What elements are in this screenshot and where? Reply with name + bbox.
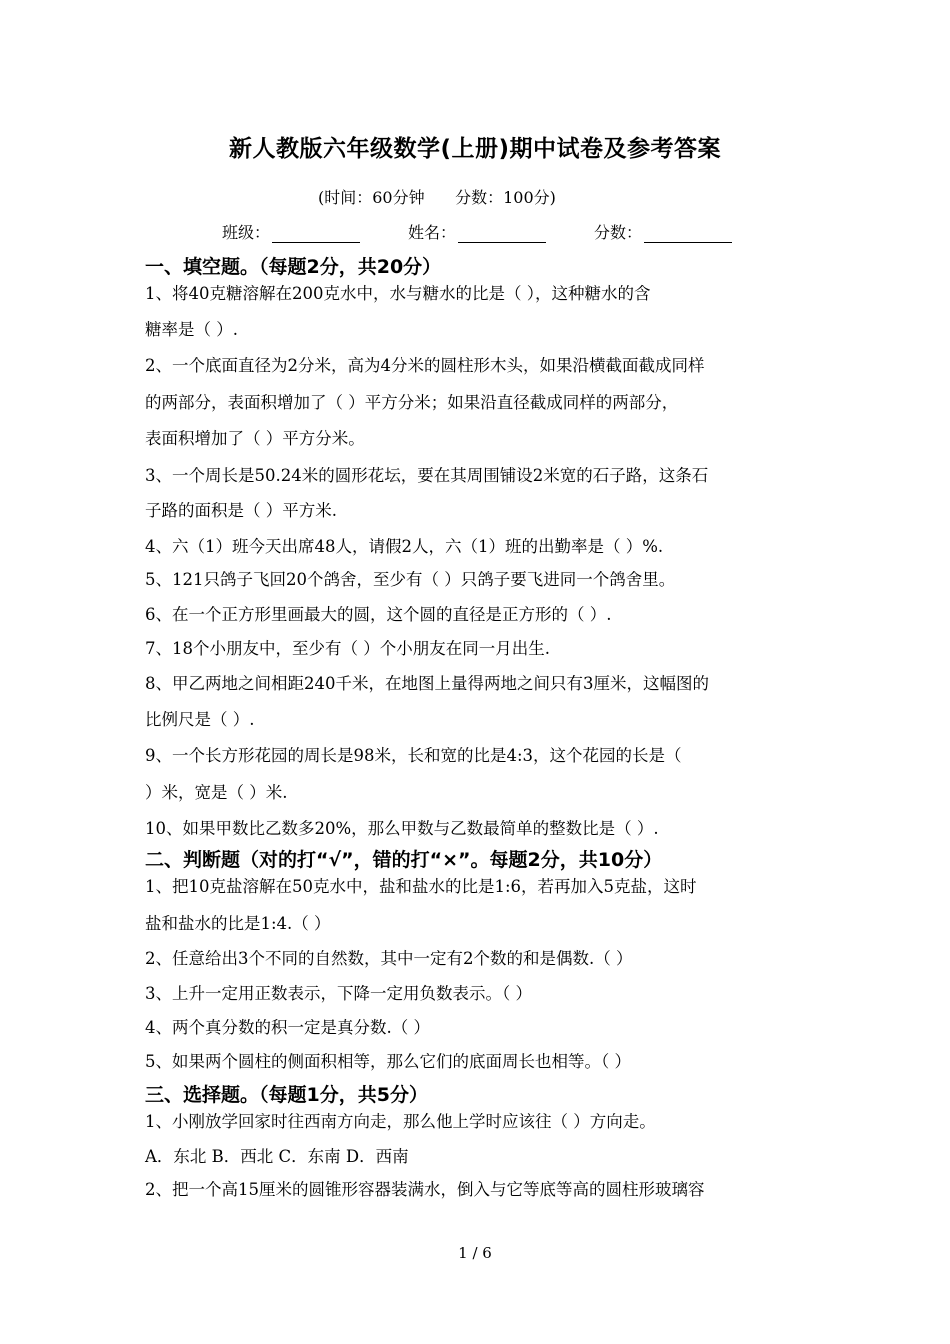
name-field — [408, 220, 546, 243]
class-label: 班级： — [222, 223, 271, 242]
page-number: 1 / 6 — [458, 1244, 492, 1262]
section-heading-fill-blank: 一、填空题。（每题2分，共20分） — [145, 256, 442, 278]
question-line: ）米，宽是（ ）米. — [145, 783, 288, 802]
choice-options: A．东北 B．西北 C．东南 D．西南 — [145, 1147, 409, 1166]
question-line: 表面积增加了（ ）平方分米。 — [145, 429, 365, 448]
question-line: 盐和盐水的比是1:4.（ ） — [145, 914, 331, 933]
class-field — [222, 220, 360, 243]
question-line: 3、上升一定用正数表示，下降一定用负数表示。（ ） — [145, 984, 532, 1003]
document-title: 新人教版六年级数学(上册)期中试卷及参考答案 — [228, 136, 722, 162]
question-line: 1、将40克糖溶解在200克水中，水与糖水的比是（ ），这种糖水的含 — [145, 284, 651, 303]
question-line: 4、两个真分数的积一定是真分数.（ ） — [145, 1018, 430, 1037]
class-blank — [272, 224, 360, 243]
score-blank — [644, 224, 732, 243]
score-label: 分数： — [594, 223, 643, 242]
question-line: 5、如果两个圆柱的侧面积相等，那么它们的底面周长也相等。（ ） — [145, 1052, 631, 1071]
question-line: 8、甲乙两地之间相距240千米，在地图上量得两地之间只有3厘米，这幅图的 — [145, 674, 709, 693]
question-line: 7、18个小朋友中，至少有（ ）个小朋友在同一月出生. — [145, 639, 550, 658]
question-line: 5、121只鸽子飞回20个鸽舍，至少有（ ）只鸽子要飞进同一个鸽舍里。 — [145, 570, 676, 589]
question-line: 的两部分，表面积增加了（ ）平方分米；如果沿直径截成同样的两部分， — [145, 393, 679, 412]
section-heading-multiple-choice: 三、选择题。（每题1分，共5分） — [145, 1084, 428, 1106]
question-line: 2、一个底面直径为2分米，高为4分米的圆柱形木头，如果沿横截面截成同样 — [145, 356, 705, 375]
student-info-fields — [222, 220, 780, 243]
score-field — [594, 220, 732, 243]
question-line: 10、如果甲数比乙数多20%，那么甲数与乙数最简单的整数比是（ ）. — [145, 819, 659, 838]
question-line: 3、一个周长是50.24米的圆形花坛，要在其周围铺设2米宽的石子路，这条石 — [145, 466, 709, 485]
question-line: 9、一个长方形花园的周长是98米，长和宽的比是4:3，这个花园的长是（ — [145, 746, 682, 765]
question-line: 2、把一个高15厘米的圆锥形容器装满水，倒入与它等底等高的圆柱形玻璃容 — [145, 1180, 705, 1199]
question-line: 6、在一个正方形里画最大的圆，这个圆的直径是正方形的（ ）. — [145, 605, 612, 624]
question-line: 2、任意给出3个不同的自然数，其中一定有2个数的和是偶数.（ ） — [145, 949, 633, 968]
question-line: 1、把10克盐溶解在50克水中，盐和盐水的比是1:6，若再加入5克盐，这时 — [145, 877, 697, 896]
section-heading-true-false: 二、判断题（对的打“√”，错的打“×”。每题2分，共10分） — [145, 849, 663, 871]
name-blank — [458, 224, 546, 243]
question-line: 比例尺是（ ）. — [145, 710, 255, 729]
question-line: 糖率是（ ）. — [145, 320, 238, 339]
name-label: 姓名： — [408, 223, 457, 242]
question-line: 1、小刚放学回家时往西南方向走，那么他上学时应该往（ ）方向走。 — [145, 1112, 656, 1131]
question-line: 4、六（1）班今天出席48人，请假2人，六（1）班的出勤率是（ ）%. — [145, 537, 664, 556]
question-line: 子路的面积是（ ）平方米. — [145, 501, 337, 520]
exam-meta: (时间：60分钟 分数：100分) — [318, 188, 556, 207]
